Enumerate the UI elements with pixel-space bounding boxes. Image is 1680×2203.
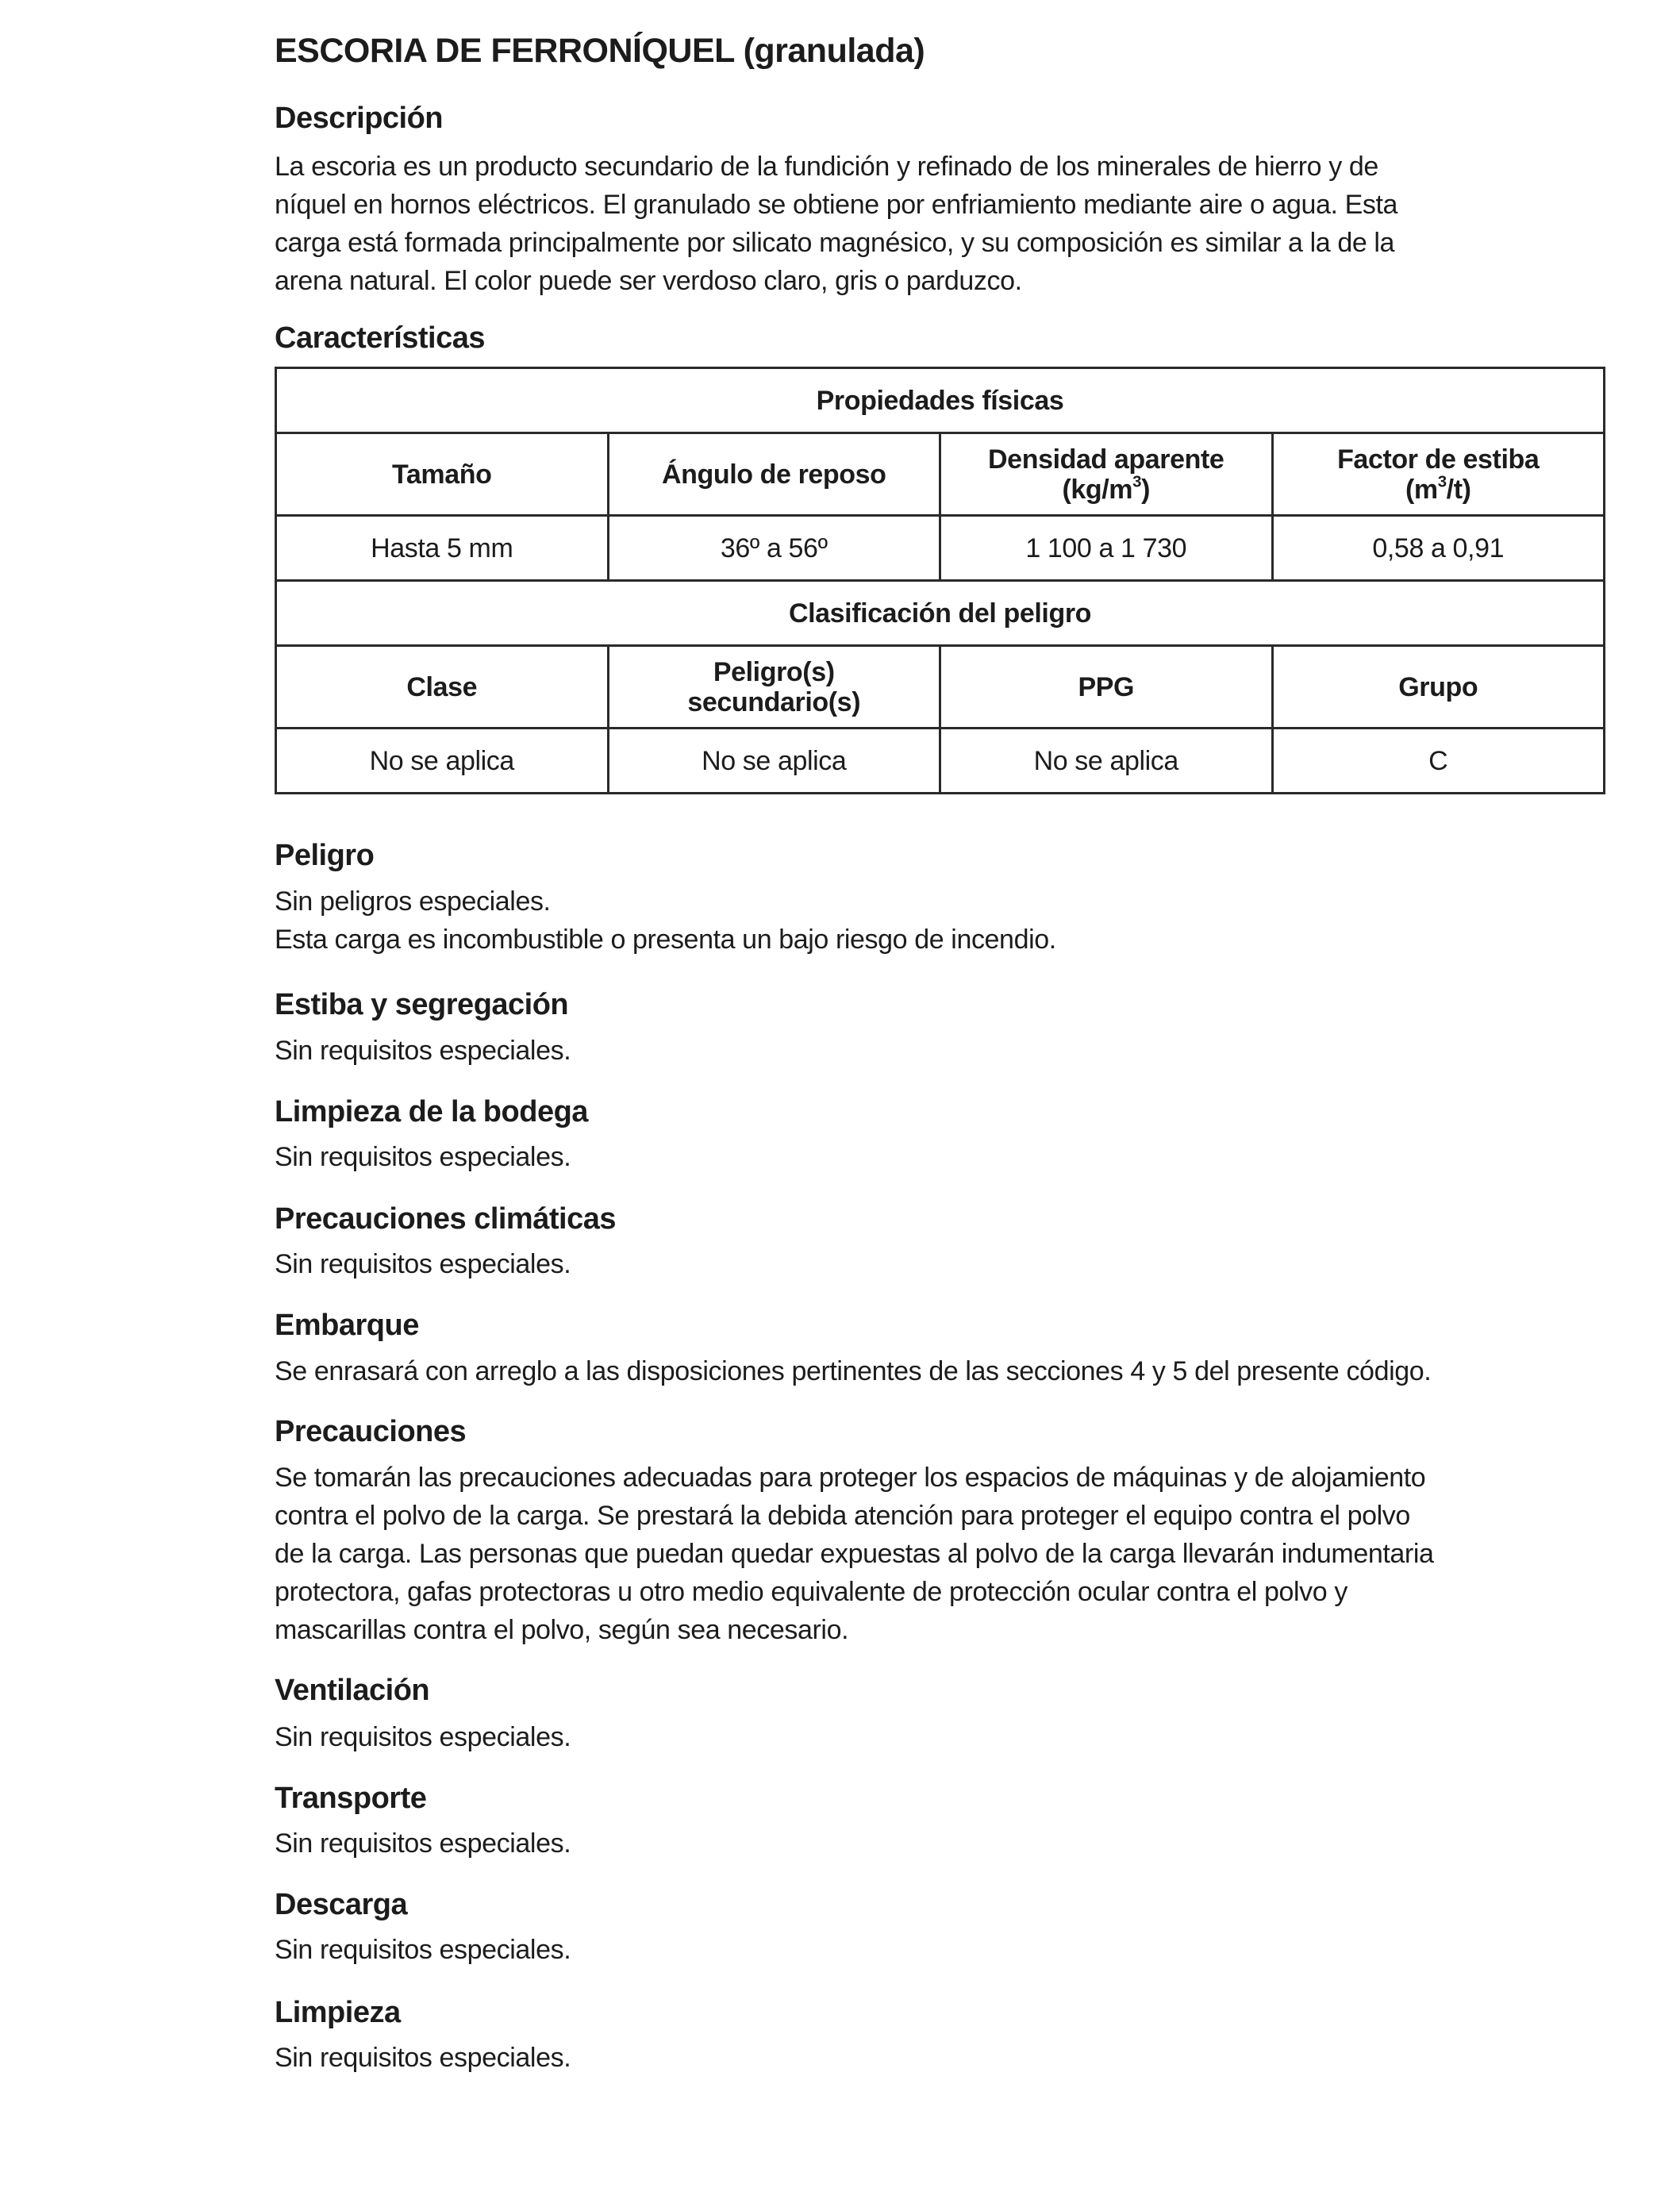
precautions-heading: Precauciones (275, 1415, 467, 1448)
cleanup-heading: Limpieza (275, 1996, 401, 2029)
discharge-text: Sin requisitos especiales. (275, 1935, 571, 1965)
stowage-segregation-text: Sin requisitos especiales. (275, 1036, 571, 1066)
physical-properties-value-row (276, 516, 1605, 581)
stowage-segregation-heading: Estiba y segregación (275, 988, 569, 1021)
header-stowage-factor-unit: (m (1405, 474, 1438, 505)
precautions-line: contra el polvo de la carga. Se prestará la debida atención para proteger el equipo contra el polvo (275, 1501, 1410, 1531)
carriage-heading: Transporte (275, 1782, 427, 1815)
hazard-heading: Peligro (275, 839, 375, 872)
header-group: Grupo (1272, 646, 1605, 729)
characteristics-heading: Características (275, 321, 486, 355)
hold-cleanliness-heading: Limpieza de la bodega (275, 1095, 588, 1128)
precautions-text (275, 1459, 1605, 1649)
weather-precautions-heading: Precauciones climáticas (275, 1202, 616, 1236)
weather-precautions-text: Sin requisitos especiales. (275, 1249, 571, 1279)
ventilation-heading: Ventilación (275, 1674, 430, 1707)
ventilation-text: Sin requisitos especiales. (275, 1722, 571, 1752)
description-heading: Descripción (275, 102, 444, 135)
header-bulk-density-unit: (kg/m (1062, 474, 1133, 505)
physical-properties-title: Propiedades físicas (276, 368, 1605, 433)
description-text (275, 148, 1605, 300)
precautions-line: mascarillas contra el polvo, según sea necesario. (275, 1615, 849, 1645)
hazard-classification-title: Clasificación del peligro (276, 581, 1605, 646)
value-bulk-density: 1 100 a 1 730 (940, 516, 1273, 581)
characteristics-table (275, 367, 1605, 794)
cleanup-text: Sin requisitos especiales. (275, 2043, 571, 2073)
description-line: carga está formada principalmente por silicato magnésico, y su composición es similar a la de la (275, 228, 1395, 258)
hazard-line: Esta carga es incombustible o presenta un bajo riesgo de incendio. (275, 925, 1056, 955)
hazard-line: Sin peligros especiales. (275, 886, 551, 917)
physical-properties-title-row (276, 368, 1605, 433)
value-class: No se aplica (276, 729, 609, 794)
superscript: 3 (1132, 473, 1142, 491)
hazard-classification-value-row (276, 729, 1605, 794)
loading-heading: Embarque (275, 1309, 419, 1342)
value-mhb: No se aplica (940, 729, 1273, 794)
hazard-text (275, 882, 1605, 959)
value-size: Hasta 5 mm (276, 516, 609, 581)
header-stowage-factor (1272, 433, 1605, 516)
precautions-line: de la carga. Las personas que puedan quedar expuestas al polvo de la carga llevarán indumentaria (275, 1539, 1434, 1569)
document-title (275, 32, 925, 71)
title-main: ESCORIA DE FERRONÍQUEL (275, 32, 735, 70)
value-group: C (1272, 729, 1605, 794)
description-line: arena natural. El color puede ser verdoso claro, gris o parduzco. (275, 266, 1022, 296)
value-secondary-hazards: No se aplica (608, 729, 940, 794)
header-size: Tamaño (276, 433, 609, 516)
header-stowage-factor-line1: Factor de estiba (1337, 444, 1540, 475)
physical-properties-header-row (276, 433, 1605, 516)
superscript: 3 (1437, 473, 1447, 491)
precautions-line: protectora, gafas protectoras u otro medio equivalente de protección ocular contra el polvo y (275, 1577, 1347, 1607)
header-secondary-hazards (608, 646, 940, 729)
carriage-text: Sin requisitos especiales. (275, 1828, 571, 1859)
value-stowage-factor: 0,58 a 0,91 (1272, 516, 1605, 581)
hold-cleanliness-text: Sin requisitos especiales. (275, 1142, 571, 1172)
description-line: níquel en hornos eléctricos. El granulado se obtiene por enfriamiento mediante aire o agua. Esta (275, 190, 1398, 220)
header-angle-of-repose: Ángulo de reposo (608, 433, 940, 516)
header-bulk-density-unit-end: ) (1141, 474, 1151, 505)
header-secondary-hazards-line2: secundario(s) (687, 686, 861, 717)
header-bulk-density-line1: Densidad aparente (988, 444, 1224, 475)
title-subtitle: (granulada) (743, 32, 925, 70)
hazard-classification-header-row (276, 646, 1605, 729)
header-bulk-density (940, 433, 1273, 516)
hazard-classification-title-row (276, 581, 1605, 646)
description-line: La escoria es un producto secundario de la fundición y refinado de los minerales de hierro y de (275, 152, 1378, 182)
discharge-heading: Descarga (275, 1888, 408, 1921)
header-stowage-factor-unit-end: /t) (1446, 474, 1471, 505)
precautions-line: Se tomarán las precauciones adecuadas para proteger los espacios de máquinas y de alojamiento (275, 1463, 1426, 1493)
header-secondary-hazards-line1: Peligro(s) (713, 656, 835, 687)
value-angle-of-repose: 36º a 56º (608, 516, 940, 581)
header-mhb: PPG (940, 646, 1273, 729)
loading-text: Se enrasará con arreglo a las disposiciones pertinentes de las secciones 4 y 5 del presente código. (275, 1356, 1432, 1386)
header-class: Clase (276, 646, 609, 729)
